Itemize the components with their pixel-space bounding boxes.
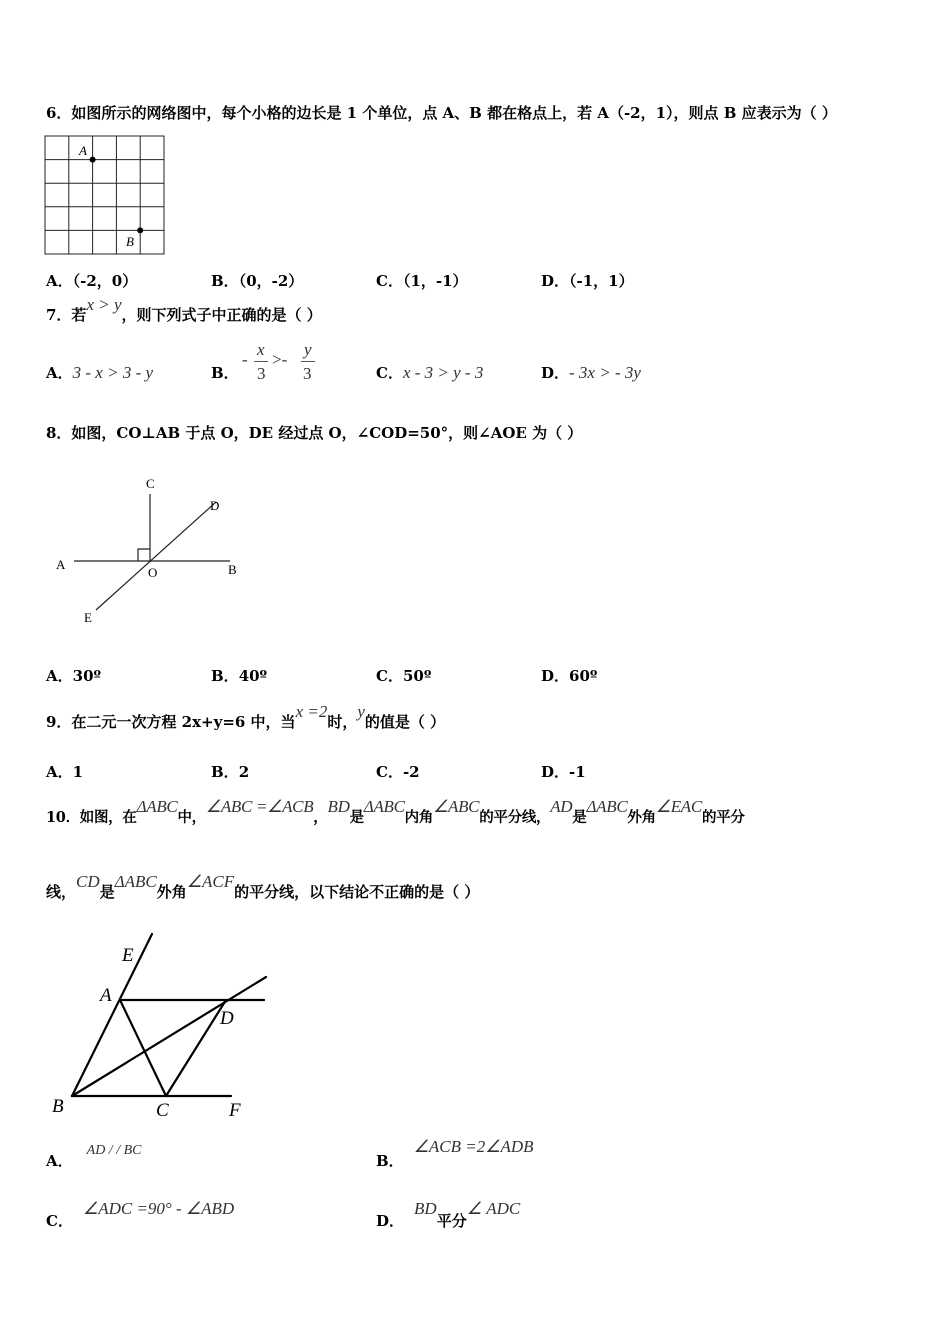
q8-option-c[interactable] [376, 665, 431, 686]
option-label: C． [376, 272, 403, 290]
text: 是 [349, 809, 364, 826]
label-c: C [146, 476, 155, 491]
option-label: D． [376, 1212, 405, 1230]
numerator-x: x [257, 340, 265, 359]
option-label: A． [46, 364, 73, 382]
q10-option-b[interactable] [376, 1136, 534, 1170]
grid-border [45, 136, 164, 254]
q7-number: 7．若 [46, 306, 87, 324]
option-math: ∠ACB =2∠ADB [413, 1137, 534, 1156]
q6-grid-figure [44, 135, 168, 257]
q6-option-d[interactable] [541, 270, 634, 291]
q6-option-c[interactable] [376, 270, 468, 291]
option-text: 40º [238, 667, 268, 685]
option-label: B． [376, 1152, 404, 1170]
option-text: 50º [402, 667, 432, 685]
q10-option-d[interactable] [376, 1198, 521, 1230]
q9-option-b[interactable] [211, 761, 249, 782]
option-label: A． [46, 763, 73, 781]
option-label: B． [211, 763, 239, 781]
math: ΔABC [136, 797, 178, 816]
q9-text-1: 9．在二元一次方程 2x+y=6 中，当 [46, 713, 296, 731]
minus-sign: - [242, 350, 248, 369]
option-label: C． [376, 667, 403, 685]
text: 外角 [627, 809, 656, 826]
q7-stem-rest: ，则下列式子中正确的是（ ） [121, 306, 322, 324]
math: ∠ABC [433, 797, 480, 816]
option-label: D． [541, 763, 570, 781]
label-o: O [148, 565, 158, 580]
text: 内角 [404, 809, 434, 826]
option-text: （0，-2） [238, 272, 304, 290]
math: ∠ACF [186, 872, 235, 891]
math: CD [76, 872, 100, 891]
label-b: B [228, 562, 237, 577]
point-b [137, 227, 143, 233]
option-text: 60º [569, 667, 598, 685]
option-text: （1，-1） [402, 272, 468, 290]
q9-option-c[interactable] [376, 761, 420, 782]
q10-stem-line-1 [46, 797, 745, 827]
option-label: B． [211, 667, 239, 685]
text: 的平分 [701, 809, 745, 826]
denominator-3: 3 [257, 364, 266, 383]
option-label: A． [46, 1152, 73, 1170]
q10-option-a[interactable] [46, 1138, 142, 1170]
segment-cd [166, 1000, 226, 1096]
q6-stem: 6．如图所示的网络图中，每个小格的边长是 1 个单位，点 A、B 都在格点上，若 A（-2，1），则点 B 应表示为（ ） [46, 104, 837, 122]
right-angle-mark [138, 549, 150, 561]
label-a: A [56, 557, 66, 572]
option-text: （-1，1） [569, 272, 634, 290]
option-text: （-2，0） [72, 272, 138, 290]
q10-stem-line-2 [46, 872, 480, 902]
option-text: -2 [402, 763, 420, 781]
math: ΔABC [114, 872, 157, 891]
q8-option-b[interactable] [211, 665, 267, 686]
q6-option-b[interactable] [211, 270, 303, 291]
q7-option-a[interactable] [46, 362, 153, 383]
q7-option-b-fraction [240, 340, 330, 384]
q9-option-d[interactable] [541, 761, 586, 782]
option-label: D． [541, 364, 570, 382]
label-a: A [100, 985, 112, 1006]
denominator-3: 3 [303, 364, 312, 383]
option-label: D． [541, 667, 570, 685]
label-b: B [52, 1096, 64, 1117]
label-f: F [229, 1100, 241, 1121]
label-c: C [156, 1100, 169, 1121]
math: ∠ABC =∠ACB [205, 797, 314, 816]
q8-option-a[interactable] [46, 665, 101, 686]
math: BD [327, 797, 350, 816]
q9-math-x: x =2 [295, 702, 328, 721]
q8-stem: 8．如图，CO⊥AB 于点 O，DE 经过点 O，∠COD=50°，则∠AOE 为（ ） [46, 424, 583, 442]
math: ΔABC [363, 797, 405, 816]
text: 的平分线，以下结论不正确的是（ ） [234, 883, 480, 901]
q8-angle-figure [50, 470, 250, 630]
text: 线， [46, 883, 77, 901]
line-de [96, 502, 216, 610]
option-text: 30º [72, 667, 102, 685]
q9-text-3: 的值是（ ） [364, 713, 446, 731]
q9-math-y: y [357, 702, 365, 721]
option-math: ∠ADC =90° - ∠ABD [82, 1199, 235, 1218]
fraction-bar [254, 361, 268, 362]
text: 外角 [156, 883, 187, 901]
text: 10．如图，在 [46, 809, 137, 826]
q9-stem [46, 702, 446, 732]
option-math: AD / / BC [86, 1143, 142, 1158]
q9-text-2: 时， [327, 713, 358, 731]
q7-condition: x > y [86, 295, 122, 314]
point-a [90, 157, 96, 163]
q10-triangle-figure [48, 928, 278, 1123]
option-text: 平分 [436, 1212, 467, 1230]
text: ， [313, 809, 328, 826]
text: 的平分线， [479, 809, 551, 826]
option-label: A． [46, 667, 73, 685]
q9-option-a[interactable] [46, 761, 83, 782]
numerator-y: y [304, 340, 312, 359]
label-d: D [220, 1008, 234, 1029]
label-b: B [126, 234, 134, 249]
greater-minus: >- [272, 350, 288, 369]
option-label: B． [211, 272, 239, 290]
q10-option-c[interactable] [46, 1198, 235, 1230]
option-text: 2 [238, 763, 250, 781]
label-e: E [84, 610, 92, 625]
option-math: - 3x > - 3y [569, 363, 641, 382]
label-d: D [210, 498, 220, 513]
text: 是 [99, 883, 115, 901]
option-text: -1 [569, 763, 586, 781]
option-label: D． [541, 272, 570, 290]
text: 中， [177, 809, 206, 826]
fraction-bar [301, 361, 315, 362]
q6-option-a[interactable] [46, 270, 137, 291]
q7-option-c[interactable] [376, 362, 483, 383]
math: ΔABC [586, 797, 628, 816]
text: 是 [572, 809, 587, 826]
option-text: 1 [72, 763, 84, 781]
option-label: C． [46, 1212, 73, 1230]
option-label: C． [376, 763, 403, 781]
label-a: A [79, 143, 87, 158]
label-e: E [122, 945, 134, 966]
option-math: 3 - x > 3 - y [72, 363, 154, 382]
option-math: BD [414, 1199, 437, 1218]
q7-option-b[interactable] [211, 362, 239, 383]
math: AD [550, 797, 573, 816]
option-label: A． [46, 272, 73, 290]
q8-option-d[interactable] [541, 665, 597, 686]
option-math: ∠ ADC [466, 1199, 521, 1218]
option-math: x - 3 > y - 3 [402, 363, 484, 382]
math: ∠EAC [655, 797, 702, 816]
option-label: B． [211, 364, 239, 382]
segment-ac [120, 1000, 166, 1096]
q7-option-d[interactable] [541, 362, 641, 383]
option-label: C． [376, 364, 403, 382]
q7-stem [46, 295, 322, 325]
